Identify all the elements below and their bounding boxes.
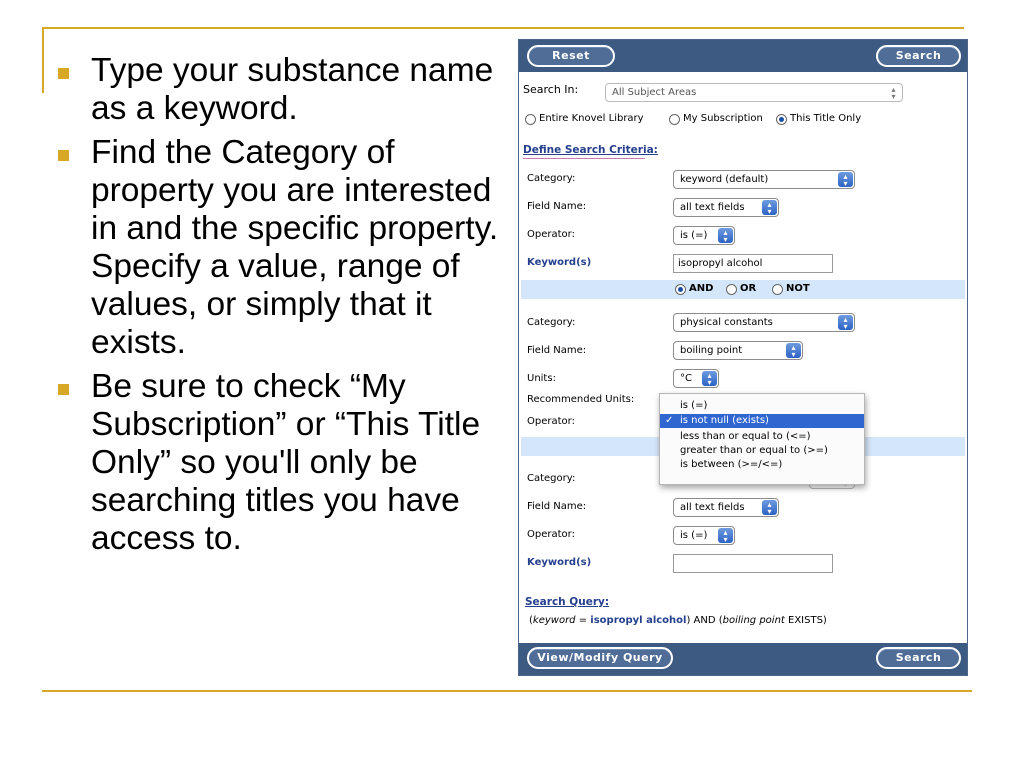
operator-select-1[interactable] [673,226,735,245]
radio-my-subscription[interactable] [669,114,680,125]
field-name-label: Field Name: [527,345,587,356]
operator-value: is (=) [680,530,708,541]
radio-entire-library[interactable] [525,114,536,125]
query-equals: = [575,615,591,626]
keyword-input-1[interactable]: isopropyl alcohol [673,254,833,273]
operator-label: Operator: [527,229,575,240]
operator-label: Operator: [527,529,575,540]
select-arrows-icon: ▴ ▾ [838,315,853,330]
bullet-text: Be sure to check “My Subscription” or “This Title Only” so you'll only be searching titles you have access to. [91,368,481,557]
slide-corner-rule [42,27,44,93]
select-arrows-icon: ▴ ▾ [702,371,717,386]
menu-item-label: is not null (exists) [680,415,769,426]
keywords-label: Keyword(s) [527,257,592,268]
field-name-value: all text fields [680,502,745,513]
top-toolbar [519,40,967,72]
select-arrows-icon: ▴ ▾ [838,172,853,187]
menu-item-between[interactable]: is between (>=/<=) [680,459,783,470]
category-label: Category: [527,317,576,328]
operator-select-3[interactable] [673,526,735,545]
menu-item-less-equal[interactable]: less than or equal to (<=) [680,431,811,442]
operator-value: is (=) [680,230,708,241]
square-bullet-icon [58,384,69,395]
radio-and-label: AND [689,283,714,294]
field-name-select-2[interactable] [673,341,803,360]
view-modify-query-button[interactable]: View/Modify Query [527,647,673,669]
menu-item-greater-equal[interactable]: greater than or equal to (>=) [680,445,828,456]
radio-or-label: OR [740,283,757,294]
heading-underline [523,158,645,159]
field-name-select-1[interactable] [673,198,779,217]
select-arrows-icon: ▴ ▾ [891,85,896,101]
square-bullet-icon [58,68,69,79]
square-bullet-icon [58,150,69,161]
category-label: Category: [527,473,576,484]
define-criteria-heading: Define Search Criteria: [523,144,658,156]
search-in-value: All Subject Areas [612,87,697,98]
query-exists: EXISTS) [784,615,827,626]
units-value: °C [680,373,692,384]
bullet-item [52,52,500,128]
units-select[interactable] [673,369,719,388]
category-label: Category: [527,173,576,184]
category-value: physical constants [680,317,773,328]
field-name-value: boiling point [680,345,743,356]
query-paren: ( [529,615,533,626]
bullet-text: Find the Category of property you are interested in and the specific property. Specify a value, range of values, or simply that it exists. [91,134,499,361]
field-name-select-3[interactable] [673,498,779,517]
category-select-2[interactable] [673,313,855,332]
select-arrows-icon: ▴ ▾ [762,200,777,215]
units-label: Units: [527,373,556,384]
radio-entire-library-label: Entire Knovel Library [539,113,644,124]
bottom-toolbar [519,643,967,675]
field-name-label: Field Name: [527,501,587,512]
radio-or[interactable] [726,284,737,295]
search-form-screenshot [518,39,968,676]
field-name-label: Field Name: [527,201,587,212]
field-name-value: all text fields [680,202,745,213]
radio-this-title-only-label: This Title Only [790,113,862,124]
bullet-list [52,52,500,564]
select-arrows-icon: ▴ ▾ [718,528,733,543]
query-and: ) AND ( [686,615,723,626]
category-value: keyword (default) [680,174,769,185]
radio-and[interactable] [675,284,686,295]
slide-top-rule [42,27,964,29]
search-in-label: Search In: [523,83,579,96]
recommended-units-label: Recommended Units: [527,394,635,405]
select-arrows-icon: ▴ ▾ [762,500,777,515]
query-field: keyword [532,615,576,626]
radio-not[interactable] [772,284,783,295]
menu-item-is-equal[interactable]: is (=) [680,400,708,411]
query-value: isopropyl alcohol [590,615,687,626]
bullet-item [52,368,500,558]
category-select-1[interactable] [673,170,855,189]
check-icon: ✓ [665,415,674,426]
search-button-top[interactable]: Search [876,45,961,67]
radio-my-subscription-label: My Subscription [683,113,763,124]
search-in-select[interactable] [605,83,903,102]
select-arrows-icon: ▴ ▾ [718,228,733,243]
query-property: boiling point [722,615,785,626]
bullet-text: Type your substance name as a keyword. [91,52,494,127]
search-button-bottom[interactable]: Search [876,647,961,669]
radio-this-title-only[interactable] [776,114,787,125]
bullet-item [52,134,500,362]
menu-item-is-not-null[interactable] [660,414,864,428]
keyword-input-3[interactable] [673,554,833,573]
slide-bottom-rule [42,690,972,692]
select-arrows-icon: ▴ ▾ [786,343,801,358]
radio-not-label: NOT [786,283,810,294]
keywords-label: Keyword(s) [527,557,592,568]
reset-button[interactable]: Reset [527,45,615,67]
operator-label: Operator: [527,416,575,427]
operator-dropdown-menu [659,393,865,485]
search-query-text [529,615,827,626]
search-query-heading: Search Query: [525,596,610,608]
